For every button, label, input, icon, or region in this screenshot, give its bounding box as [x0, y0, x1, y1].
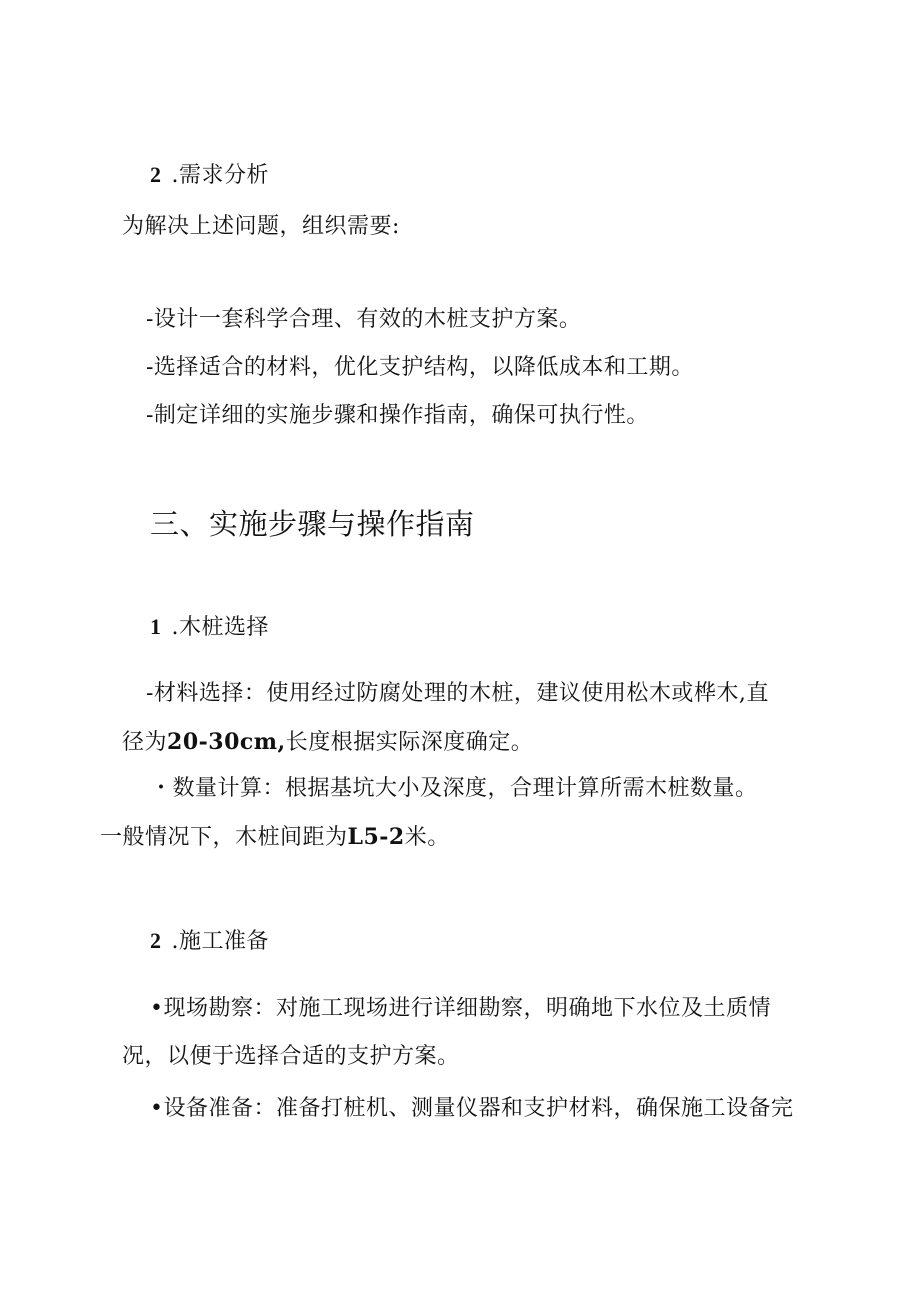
material-selection-continuation [122, 727, 533, 758]
section-needs-title: .需求分析 [171, 163, 269, 188]
quantity-calculation-line: ・数量计算：根据基坑大小及深度，合理计算所需木桩数量。 [150, 776, 758, 801]
equipment-prep-line: •设备准备：准备打桩机、测量仪器和支护材料，确保施工设备完 [150, 1096, 794, 1121]
site-survey-continuation: 况，以便于选择合适的支护方案。 [122, 1044, 460, 1069]
spacing-suffix: 米。 [404, 825, 450, 850]
construction-prep-number: 2 [150, 928, 162, 953]
construction-prep-heading [150, 926, 269, 957]
needs-item: -设计一套科学合理、有效的木桩支护方案。 [146, 307, 582, 332]
chapter-heading: 三、实施步骤与操作指南 [150, 507, 475, 541]
material-prefix: 径为 [122, 730, 168, 755]
section-needs-intro: 为解决上述问题，组织需要: [122, 214, 400, 239]
site-survey-line: •现场勘察：对施工现场进行详细勘察，明确地下水位及土质情 [150, 996, 771, 1021]
pile-selection-heading [150, 612, 269, 643]
pile-selection-number: 1 [150, 614, 162, 639]
construction-prep-title: .施工准备 [171, 929, 269, 954]
needs-item: -制定详细的实施步骤和操作指南，确保可执行性。 [146, 403, 649, 428]
material-suffix: 长度根据实际深度确定。 [285, 730, 534, 755]
needs-item: -选择适合的材料，优化支护结构，以降低成本和工期。 [146, 355, 694, 380]
quantity-calculation-continuation [100, 822, 450, 853]
section-needs-number: 2 [150, 162, 162, 187]
spacing-prefix: 一般情况下，木桩间距为 [100, 825, 348, 850]
pile-selection-title: .木桩选择 [171, 615, 269, 640]
section-needs-heading [150, 160, 269, 191]
pile-spacing-value: L5-2 [347, 824, 405, 850]
pile-diameter-value: 20-30cm, [167, 729, 286, 755]
material-selection-line: -材料选择：使用经过防腐处理的木桩，建议使用松木或桦木,直 [146, 681, 769, 706]
